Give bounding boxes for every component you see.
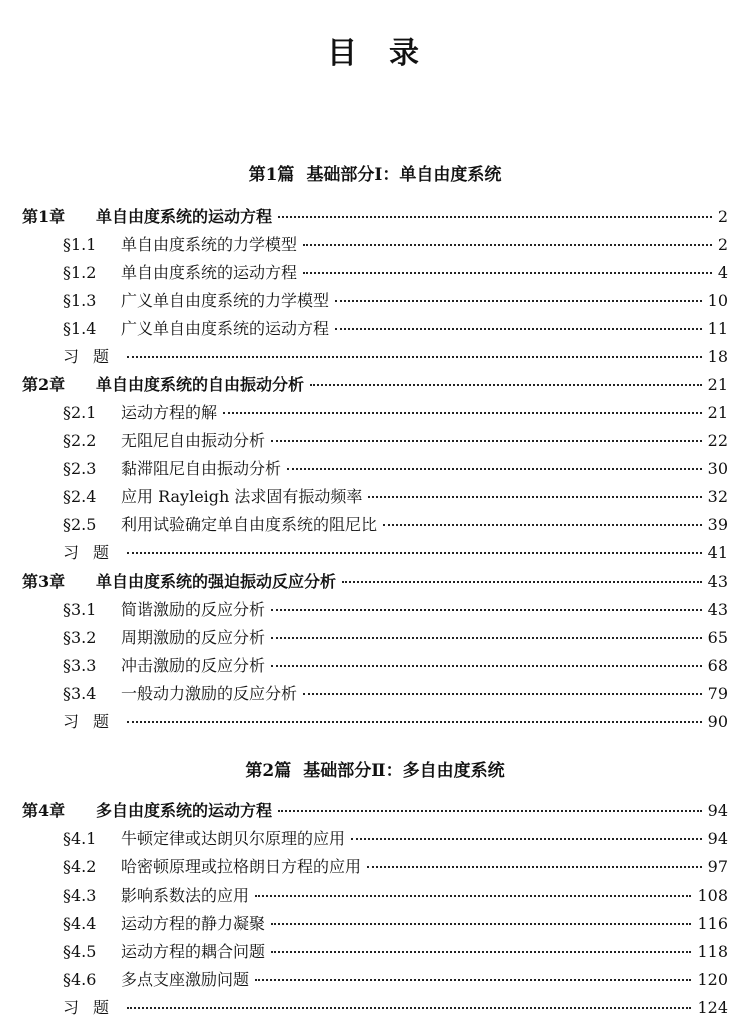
dot-leader: [127, 1007, 691, 1009]
page-number: 41: [707, 543, 728, 562]
page-number: 43: [707, 600, 728, 619]
page-number: 65: [707, 628, 728, 647]
page-number: 94: [707, 801, 728, 820]
page-number: 94: [707, 829, 728, 848]
page-number: 2: [717, 235, 728, 254]
toc-section-row[interactable]: [63, 456, 728, 479]
entry-title: 运动方程的耦合问题: [121, 942, 266, 961]
dot-leader: [303, 272, 712, 274]
toc-section-row[interactable]: [63, 681, 728, 704]
dot-leader: [383, 524, 702, 526]
dot-leader: [368, 496, 701, 498]
dot-leader: [271, 665, 702, 667]
toc-section-row[interactable]: [63, 653, 728, 676]
page-number: 22: [707, 431, 728, 450]
page-number: 79: [707, 684, 728, 703]
entry-title: 广义单自由度系统的力学模型: [121, 291, 330, 310]
toc-section-row[interactable]: [63, 597, 728, 620]
section-number: §3.4: [63, 684, 97, 703]
toc-exercise-row[interactable]: [63, 995, 728, 1018]
dot-leader: [271, 609, 702, 611]
dot-leader: [342, 581, 702, 583]
dot-leader: [335, 328, 702, 330]
entry-title: 单自由度系统的自由振动分析: [96, 375, 305, 394]
entry-title: 周期激励的反应分析: [121, 628, 266, 647]
section-number: §4.4: [63, 914, 97, 933]
dot-leader: [303, 693, 702, 695]
entry-title: 单自由度系统的力学模型: [121, 235, 298, 254]
dot-leader: [278, 810, 702, 812]
toc-section-row[interactable]: [63, 288, 728, 311]
entry-title: 多点支座激励问题: [121, 970, 250, 989]
page-number: 18: [707, 347, 728, 366]
toc-chapter-row[interactable]: [22, 798, 728, 821]
part-number: 第2篇: [245, 761, 292, 781]
dot-leader: [335, 300, 702, 302]
title-char-1: 目: [327, 36, 361, 71]
toc-chapter-row[interactable]: [22, 569, 728, 592]
dot-leader: [278, 216, 712, 218]
section-number: §4.5: [63, 942, 97, 961]
page-number: 32: [707, 487, 728, 506]
page-number: 11: [707, 319, 728, 338]
section-number: §1.4: [63, 319, 97, 338]
dot-leader: [271, 440, 702, 442]
toc-section-row[interactable]: [63, 967, 728, 990]
entry-title: 广义单自由度系统的运动方程: [121, 319, 330, 338]
entry-title: 运动方程的解: [121, 403, 218, 422]
toc-section-row[interactable]: [63, 625, 728, 648]
entry-title: 简谐激励的反应分析: [121, 600, 266, 619]
section-number: §4.3: [63, 886, 97, 905]
dot-leader: [127, 356, 702, 358]
chapter-number: 第1章: [22, 207, 66, 226]
toc-section-row[interactable]: [63, 428, 728, 451]
page-number: 116: [697, 914, 728, 933]
dot-leader: [303, 244, 712, 246]
section-number: §2.1: [63, 403, 97, 422]
section-number: §3.3: [63, 656, 97, 675]
part-heading: [0, 160, 750, 185]
page-number: 4: [717, 263, 728, 282]
section-number: §3.1: [63, 600, 97, 619]
chapter-number: 第2章: [22, 375, 66, 394]
exercise-label: 习题: [63, 998, 124, 1017]
section-number: §2.2: [63, 431, 97, 450]
section-number: §1.1: [63, 235, 97, 254]
part-number: 第1篇: [248, 165, 295, 185]
page-number: 97: [707, 857, 728, 876]
toc-exercise-row[interactable]: [63, 709, 728, 732]
page-number: 2: [717, 207, 728, 226]
page-number: 68: [707, 656, 728, 675]
entry-title: 影响系数法的应用: [121, 886, 250, 905]
section-number: §4.6: [63, 970, 97, 989]
entry-title: 牛顿定律或达朗贝尔原理的应用: [121, 829, 346, 848]
dot-leader: [127, 721, 702, 723]
section-number: §2.4: [63, 487, 97, 506]
toc-section-row[interactable]: [63, 484, 728, 507]
exercise-label: 习题: [63, 543, 124, 562]
chapter-number: 第3章: [22, 572, 66, 591]
entry-title: 利用试验确定单自由度系统的阻尼比: [121, 515, 378, 534]
chapter-number: 第4章: [22, 801, 66, 820]
dot-leader: [367, 866, 702, 868]
entry-title: 运动方程的静力凝聚: [121, 914, 266, 933]
toc-section-row[interactable]: [63, 826, 728, 849]
section-number: §1.2: [63, 263, 97, 282]
entry-title: 一般动力激励的反应分析: [121, 684, 298, 703]
dot-leader: [271, 923, 691, 925]
page-number: 124: [697, 998, 728, 1017]
dot-leader: [271, 637, 702, 639]
dot-leader: [310, 384, 702, 386]
toc-section-row[interactable]: [63, 512, 728, 535]
entry-title: 多自由度系统的运动方程: [96, 801, 273, 820]
entry-title: 单自由度系统的运动方程: [96, 207, 273, 226]
page-number: 21: [707, 403, 728, 422]
title-char-2: 录: [389, 36, 423, 71]
dot-leader: [127, 552, 702, 554]
section-number: §3.2: [63, 628, 97, 647]
page-number: 30: [707, 459, 728, 478]
toc-chapter-row[interactable]: [22, 372, 728, 395]
dot-leader: [351, 838, 702, 840]
entry-title: 哈密顿原理或拉格朗日方程的应用: [121, 857, 362, 876]
entry-title: 无阻尼自由振动分析: [121, 431, 266, 450]
toc-section-row[interactable]: [63, 260, 728, 283]
toc-section-row[interactable]: [63, 911, 728, 934]
toc-section-row[interactable]: [63, 939, 728, 962]
page-number: 10: [707, 291, 728, 310]
exercise-label: 习题: [63, 712, 124, 731]
page-number: 120: [697, 970, 728, 989]
exercise-label: 习题: [63, 347, 124, 366]
toc-section-row[interactable]: [63, 232, 728, 255]
page-number: 43: [707, 572, 728, 591]
toc-section-row[interactable]: [63, 854, 728, 877]
toc-section-row[interactable]: [63, 883, 728, 906]
part-name: 基础部分Ⅱ：多自由度系统: [303, 761, 505, 781]
toc-section-row[interactable]: [63, 316, 728, 339]
toc-exercise-row[interactable]: [63, 344, 728, 367]
page-number: 108: [697, 886, 728, 905]
toc-section-row[interactable]: [63, 400, 728, 423]
entry-title: 单自由度系统的运动方程: [121, 263, 298, 282]
entry-title: 黏滞阻尼自由振动分析: [121, 459, 282, 478]
page-number: 39: [707, 515, 728, 534]
section-number: §2.5: [63, 515, 97, 534]
page-title: [0, 28, 750, 72]
section-number: §2.3: [63, 459, 97, 478]
section-number: §4.2: [63, 857, 97, 876]
part-name: 基础部分Ⅰ：单自由度系统: [306, 165, 502, 185]
page-number: 118: [697, 942, 728, 961]
dot-leader: [271, 951, 691, 953]
dot-leader: [223, 412, 702, 414]
page-number: 21: [707, 375, 728, 394]
section-number: §1.3: [63, 291, 97, 310]
part-heading: [0, 756, 750, 781]
entry-title: 应用 Rayleigh 法求固有振动频率: [121, 487, 363, 506]
page-number: 90: [707, 712, 728, 731]
toc-chapter-row[interactable]: [22, 204, 728, 227]
dot-leader: [287, 468, 702, 470]
toc-exercise-row[interactable]: [63, 540, 728, 563]
section-number: §4.1: [63, 829, 97, 848]
dot-leader: [255, 979, 691, 981]
dot-leader: [255, 895, 691, 897]
entry-title: 冲击激励的反应分析: [121, 656, 266, 675]
entry-title: 单自由度系统的强迫振动反应分析: [96, 572, 337, 591]
